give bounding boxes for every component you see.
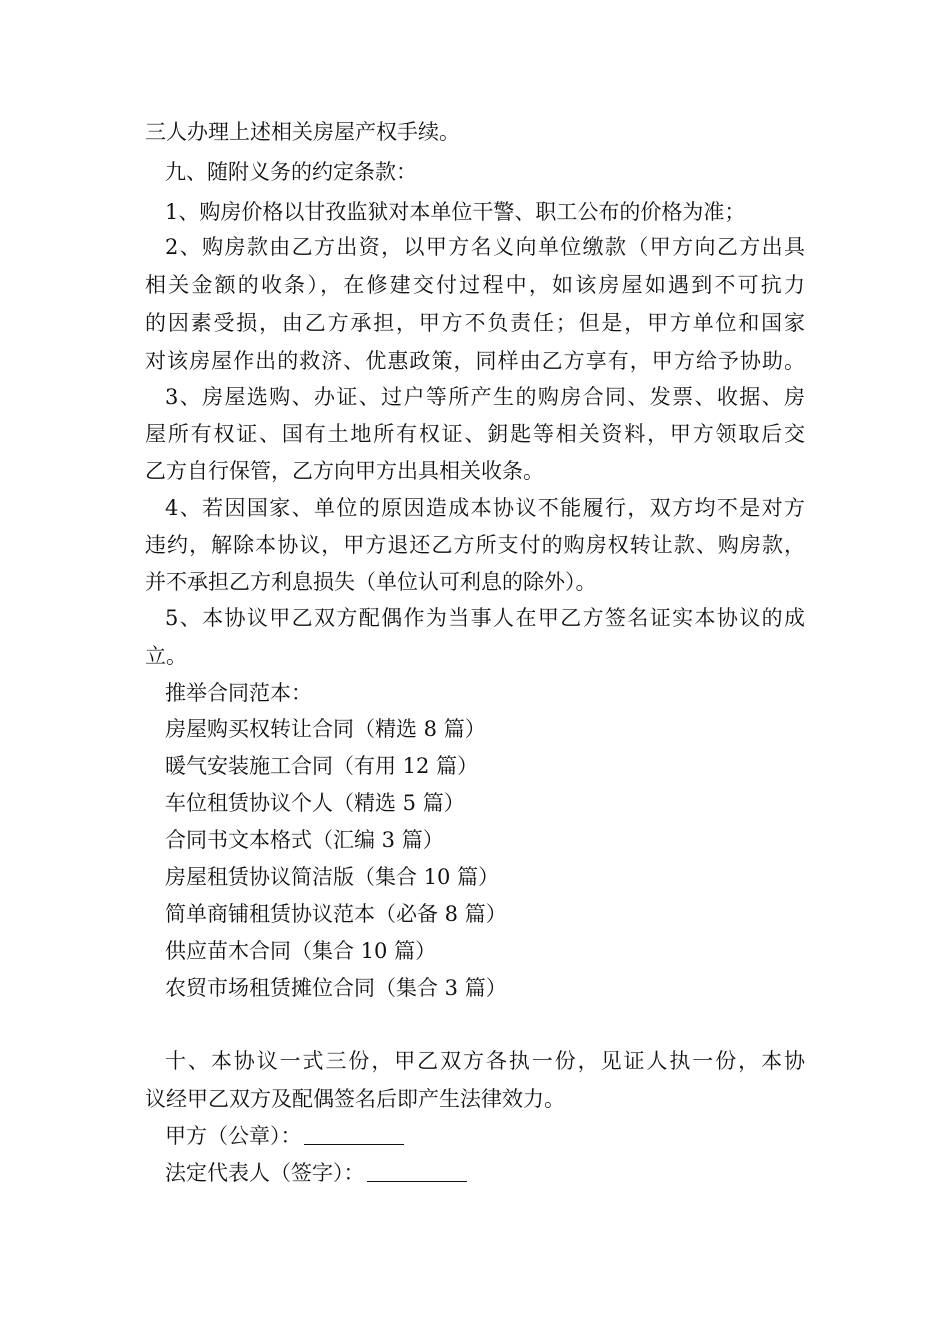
paragraph-line: 议经甲乙双方及配偶签名后即产生法律效力。	[145, 1087, 565, 1111]
paragraph-line: 乙方自行保管，乙方向甲方出具相关收条。	[145, 459, 544, 483]
legal-rep-signature-blank	[367, 1161, 467, 1182]
template-link[interactable]: 简单商铺租赁协议范本（必备 8 篇）	[165, 902, 507, 926]
template-link[interactable]: 农贸市场租赁摊位合同（集合 3 篇）	[165, 976, 507, 1000]
template-link[interactable]: 房屋租赁协议简洁版（集合 10 篇）	[165, 865, 500, 889]
legal-rep-signature-label: 法定代表人（签字）：	[165, 1161, 365, 1185]
section-ten: 十、本协议一式三份，甲乙双方各执一份，见证人执一份，本协	[165, 1049, 805, 1073]
template-link[interactable]: 暖气安装施工合同（有用 12 篇）	[165, 754, 479, 778]
paragraph-line: 的因素受损，由乙方承担，甲方不负责任；但是，甲方单位和国家	[145, 311, 805, 335]
paragraph-line: 三人办理上述相关房屋产权手续。	[145, 120, 460, 144]
section-heading-nine: 九、随附义务的约定条款：	[165, 160, 417, 184]
party-a-seal-row	[165, 1121, 404, 1151]
party-a-seal-blank	[304, 1124, 404, 1145]
legal-rep-signature-row	[165, 1158, 467, 1188]
clause-1: 1、购房价格以甘孜监狱对本单位干警、职工公布的价格为准；	[165, 200, 746, 224]
party-a-seal-label: 甲方（公章）：	[165, 1124, 302, 1148]
clause-2: 2、购房款由乙方出资，以甲方名义向单位缴款（甲方向乙方出具	[165, 235, 805, 259]
template-link[interactable]: 合同书文本格式（汇编 3 篇）	[165, 828, 444, 852]
recommended-templates-heading: 推举合同范本：	[165, 681, 312, 705]
paragraph-line: 立。	[145, 644, 187, 668]
template-link[interactable]: 供应苗木合同（集合 10 篇）	[165, 939, 437, 963]
template-link[interactable]: 车位租赁协议个人（精选 5 篇）	[165, 791, 465, 815]
paragraph-line: 屋所有权证、国有土地所有权证、鈅匙等相关资料，甲方领取后交	[145, 422, 805, 446]
clause-3: 3、房屋选购、办证、过户等所产生的购房合同、发票、收据、房	[165, 385, 805, 409]
paragraph-line: 对该房屋作出的救济、优惠政策，同样由乙方享有，甲方给予协助。	[145, 349, 805, 373]
template-link[interactable]: 房屋购买权转让合同（精选 8 篇）	[165, 717, 486, 741]
paragraph-line: 相关金额的收条），在修建交付过程中，如该房屋如遇到不可抗力	[145, 273, 805, 297]
paragraph-line: 并不承担乙方利息损失（单位认可利息的除外）。	[145, 570, 597, 594]
clause-4: 4、若因国家、单位的原因造成本协议不能履行，双方均不是对方	[165, 496, 805, 520]
clause-5: 5、本协议甲乙双方配偶作为当事人在甲乙方签名证实本协议的成	[165, 606, 805, 630]
paragraph-line: 违约，解除本协议，甲方退还乙方所支付的购房权转让款、购房款，	[145, 533, 805, 557]
